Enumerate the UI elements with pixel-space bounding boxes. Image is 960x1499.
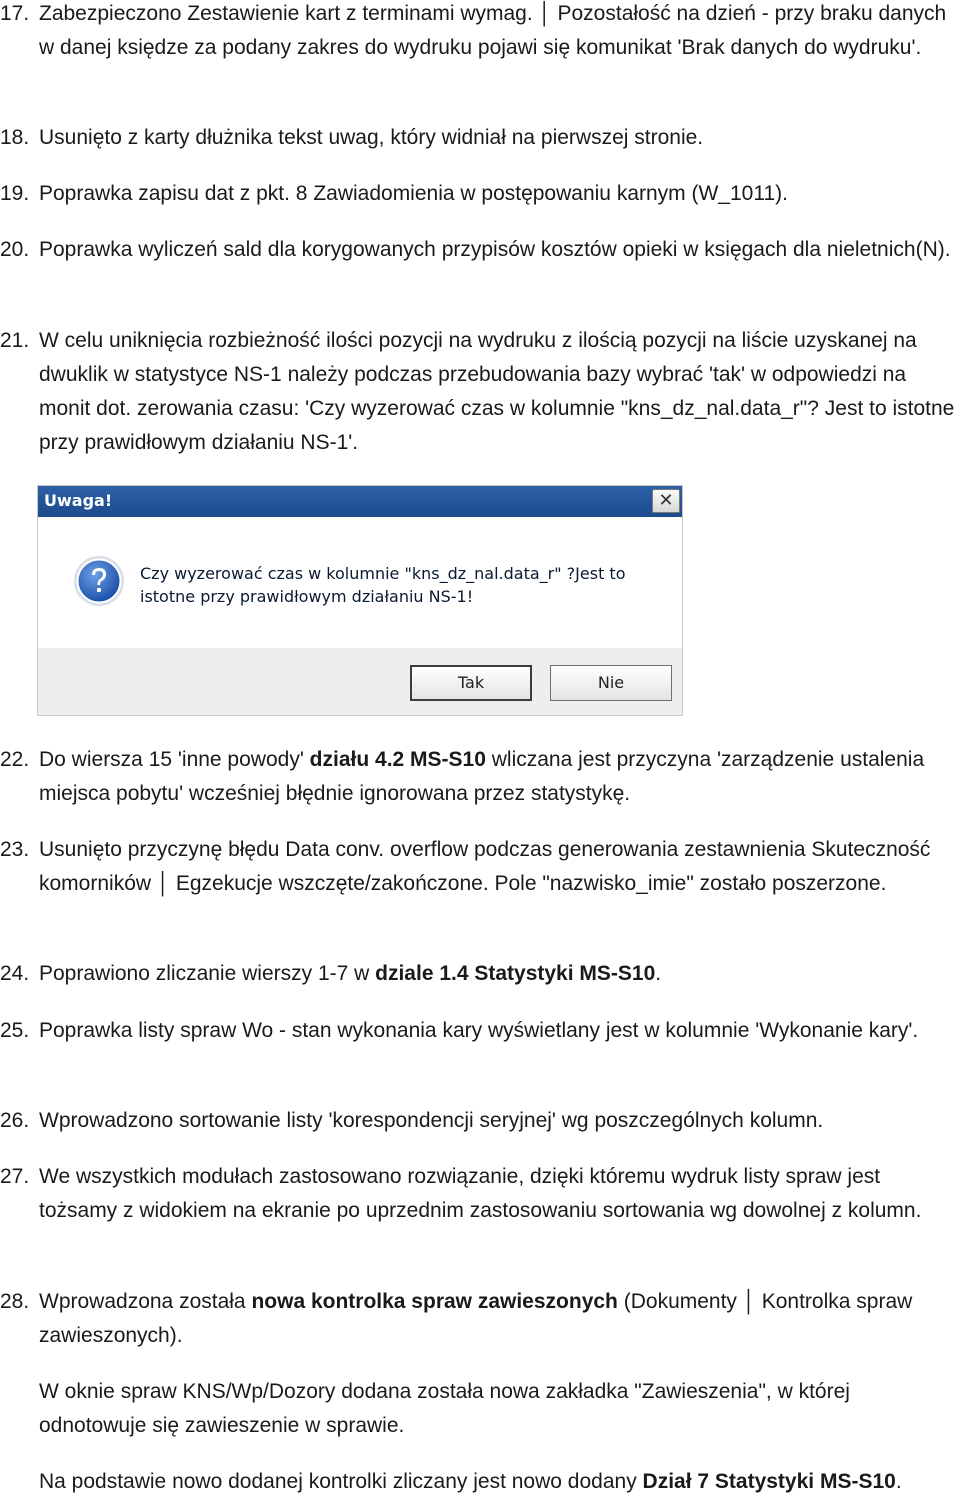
list-item-24 [0, 957, 960, 991]
list-item-21 [0, 324, 960, 460]
item-number: 18. [0, 126, 30, 149]
item-text: Usunięto z karty dłużnika tekst uwag, który widniał na pierwszej stronie. [39, 126, 704, 149]
item-text: Do wiersza 15 'inne powody' działu 4.2 MS-S10 wliczana jest przyczyna 'zarządzenie ustalenia miejsca pobytu' wcześniej błędnie ignorowana przez statystykę. [39, 748, 925, 805]
item-text: Zabezpieczono Zestawienie kart z terminami wymag. │ Pozostałość na dzień - przy braku danych w danej księdze za podany zakres do wydruku pojawi się komunikat 'Brak danych do wydruku'. [39, 2, 947, 59]
list-item-18 [0, 121, 960, 155]
paragraph-dzial-7 [0, 1465, 960, 1499]
close-icon: ✕ [658, 490, 674, 511]
confirmation-dialog [37, 485, 683, 716]
close-button[interactable] [652, 489, 680, 513]
item-number: 20. [0, 238, 30, 261]
list-item-27 [0, 1160, 960, 1228]
item-text: Wprowadzona została nowa kontrolka spraw zawieszonych (Dokumenty │ Kontrolka spraw zawieszonych). [39, 1290, 913, 1347]
item-number: 28. [0, 1290, 30, 1313]
item-text: Na podstawie nowo dodanej kontrolki zliczany jest nowo dodany Dział 7 Statystyki MS-S10. [39, 1470, 902, 1493]
item-number: 27. [0, 1165, 30, 1188]
list-item-25 [0, 1014, 960, 1048]
item-text: Poprawiono zliczanie wierszy 1-7 w dziale 1.4 Statystyki MS-S10. [39, 962, 662, 985]
item-number: 25. [0, 1019, 30, 1042]
item-text: W oknie spraw KNS/Wp/Dozory dodana została nowa zakładka "Zawieszenia", w której odnotowuje się zawieszenie w sprawie. [39, 1380, 850, 1437]
paragraph-zawieszenia-tab [0, 1375, 960, 1443]
list-item-17 [0, 0, 960, 65]
item-number: 24. [0, 962, 30, 985]
item-number: 26. [0, 1109, 30, 1132]
no-button[interactable]: Nie [550, 665, 672, 701]
list-item-26 [0, 1104, 960, 1138]
item-text: Wprowadzono sortowanie listy 'korespondencji seryjnej' wg poszczególnych kolumn. [39, 1109, 824, 1132]
list-item-23 [0, 833, 960, 901]
item-number: 23. [0, 838, 30, 861]
item-number: 21. [0, 329, 30, 352]
item-text: W celu uniknięcia rozbieżność ilości pozycji na wydruku z ilością pozycji na liście uzyskanej na dwuklik w statystyce NS-1 należy podczas przebudowania bazy wybrać 'tak' w odpowiedzi na monit dot. zerowania czasu: 'Czy wyzerować czas w kolumnie "kns_dz_nal.data_r"? Jest to istotne przy prawidłowym działaniu NS-1'. [39, 329, 955, 454]
dialog-message: Czy wyzerować czas w kolumnie "kns_dz_nal.data_r" ?Jest to istotne przy prawidłowym działaniu NS-1! [140, 564, 626, 606]
item-number: 19. [0, 182, 30, 205]
item-text: Poprawka wyliczeń sald dla korygowanych przypisów kosztów opieki w księgach dla nieletnich(N). [39, 238, 951, 261]
dialog-title: Uwaga! [44, 491, 113, 510]
item-text: Poprawka listy spraw Wo - stan wykonania kary wyświetlany jest w kolumnie 'Wykonanie kary'. [39, 1019, 919, 1042]
dialog-titlebar [38, 486, 682, 517]
item-number: 17. [0, 2, 30, 25]
list-item-28 [0, 1285, 960, 1353]
question-icon [73, 555, 125, 607]
dialog-footer [38, 648, 682, 715]
item-number: 22. [0, 748, 30, 771]
yes-button[interactable]: Tak [410, 665, 532, 701]
item-text: Usunięto przyczynę błędu Data conv. overflow podczas generowania zestawnienia Skuteczność komorników │ Egzekucje wszczęte/zakończone. Pole "nazwisko_imie" zostało poszerzone. [39, 838, 931, 895]
list-item-22 [0, 743, 960, 811]
list-item-20 [0, 233, 960, 267]
item-text: We wszystkich modułach zastosowano rozwiązanie, dzięki któremu wydruk listy spraw jest tożsamy z widokiem na ekranie po uprzednim zastosowaniu sortowania wg dowolnej z kolumn. [39, 1165, 922, 1222]
item-text: Poprawka zapisu dat z pkt. 8 Zawiadomienia w postępowaniu karnym (W_1011). [39, 182, 788, 205]
list-item-19 [0, 177, 960, 211]
